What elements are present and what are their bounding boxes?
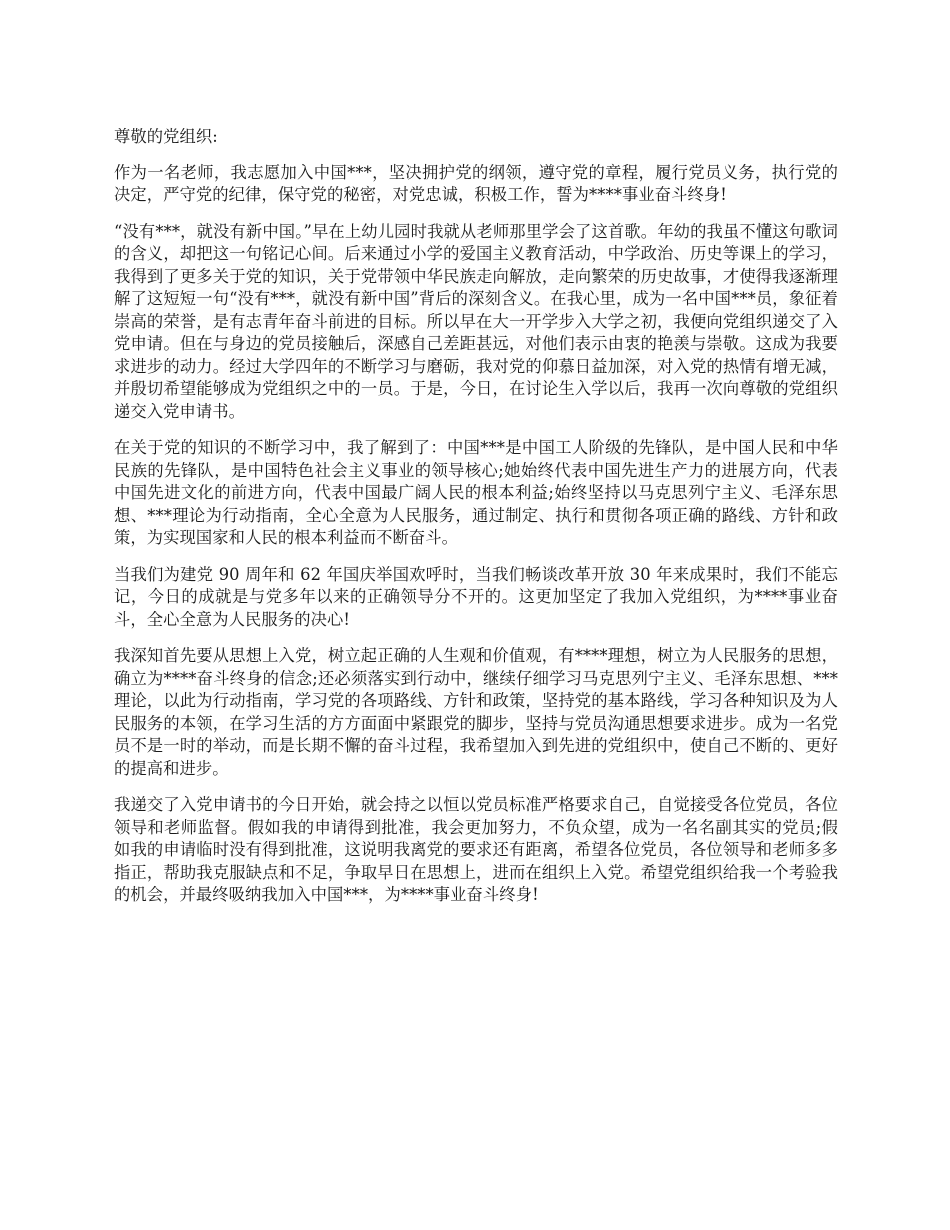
paragraph-4: 当我们为建党 90 周年和 62 年国庆举国欢呼时，当我们畅谈改革开放 30 年来成果时，我们不能忘记，今日的成就是与党多年以来的正确领导分不开的。这更加坚定了我加入党组织，为****事业奋斗，全心全意为人民服务的决心! — [114, 564, 838, 629]
paragraph-1: 作为一名老师，我志愿加入中国***，坚决拥护党的纲领，遵守党的章程，履行党员义务，执行党的决定，严守党的纪律，保守党的秘密，对党忠诚，积极工作，誓为****事业奋斗终身! — [114, 162, 838, 204]
paragraph-2: “没有***，就没有新中国。”早在上幼儿园时我就从老师那里学会了这首歌。年幼的我虽不懂这句歌词的含义，却把这一句铭记心间。后来通过小学的爱国主义教育活动，中学政治、历史等课上的学习，我得到了更多关于党的知识，关于党带领中华民族走向解放，走向繁荣的历史故事，才使得我逐渐理解了这短短一句“没有***，就没有新中国”背后的深刻含义。在我心里，成为一名中国***员，象征着崇高的荣誉，是有志青年奋斗前进的目标。所以早在大一开学步入大学之初，我便向党组织递交了入党申请。但在与身边的党员接触后，深感自己差距甚远，对他们表示由衷的艳羡与崇敬。这成为我要求进步的动力。经过大学四年的不断学习与磨砺，我对党的仰慕日益加深，对入党的热情有增无减，并殷切希望能够成为党组织之中的一员。于是，今日，在讨论生入学以后，我再一次向尊敬的党组织递交入党申请书。 — [114, 221, 838, 421]
salutation: 尊敬的党组织: — [114, 127, 218, 146]
document-body — [114, 126, 838, 921]
paragraph-5: 我深知首先要从思想上入党，树立起正确的人生观和价值观，有****理想，树立为人民服务的思想，确立为****奋斗终身的信念;还必须落实到行动中，继续仔细学习马克思列宁主义、毛泽东思想、***理论，以此为行动指南，学习党的各项路线、方针和政策，坚持党的基本路线，学习各种知识及为人民服务的本领，在学习生活的方方面面中紧跟党的脚步，坚持与党员沟通思想要求进步。成为一名党员不是一时的举动，而是长期不懈的奋斗过程，我希望加入到先进的党组织中，使自己不断的、更好的提高和进步。 — [114, 646, 838, 778]
paragraph-3: 在关于党的知识的不断学习中，我了解到了：中国***是中国工人阶级的先锋队，是中国人民和中华民族的先锋队，是中国特色社会主义事业的领导核心;她始终代表中国先进生产力的进展方向，代表中国先进文化的前进方向，代表中国最广阔人民的根本利益;始终坚持以马克思列宁主义、毛泽东思想、***理论为行动指南，全心全意为人民服务，通过制定、执行和贯彻各项正确的路线、方针和政策，为实现国家和人民的根本利益而不断奋斗。 — [114, 438, 838, 547]
paragraph-6: 我递交了入党申请书的今日开始，就会持之以恒以党员标准严格要求自己，自觉接受各位党员，各位领导和老师监督。假如我的申请得到批准，我会更加努力，不负众望，成为一名名副其实的党员;假如我的申请临时没有得到批准，这说明我离党的要求还有距离，希望各位党员，各位领导和老师多多指正，帮助我克服缺点和不足，争取早日在思想上，进而在组织上入党。希望党组织给我一个考验我的机会，并最终吸纳我加入中国***，为****事业奋斗终身! — [114, 795, 838, 904]
